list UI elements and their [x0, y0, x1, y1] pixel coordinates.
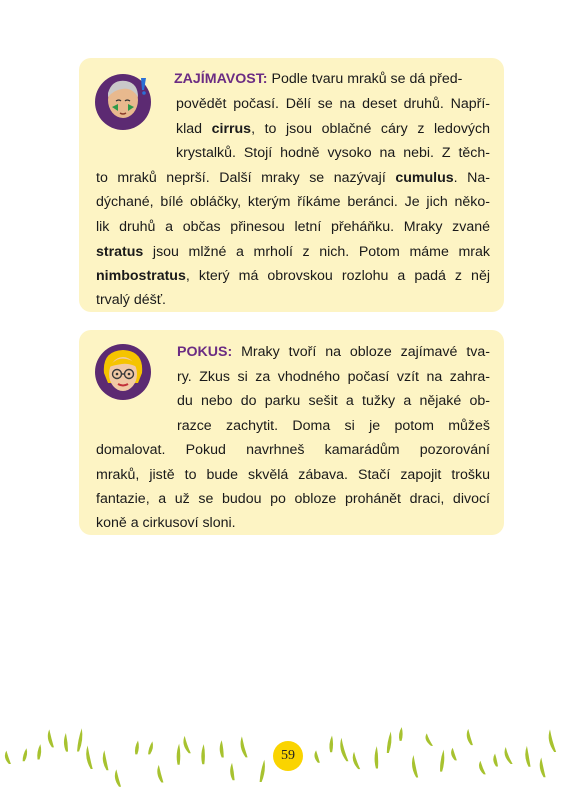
grass-blade [103, 750, 109, 770]
grass-blade [375, 746, 379, 768]
grass-blade [493, 753, 498, 766]
grass-blade [183, 736, 190, 753]
fact-line-1: ZAJÍMAVOST: Podle tvaru mraků se dá před- [174, 71, 463, 87]
fact-heading: ZAJÍMAVOST: [174, 71, 268, 87]
grass-blade [549, 729, 556, 752]
grass-blade [353, 752, 360, 769]
fact-line-5: to mraků neprší. Další mraky se nazývají cumulus. Na- [96, 170, 490, 186]
experiment-line-3: du nebo do parku sešit a tužky a nějaké ob- [177, 393, 490, 409]
grass-blade [177, 744, 181, 765]
grass-blade [5, 751, 11, 764]
experiment-line-8: koně a cirkusoví sloni. [96, 515, 236, 531]
grass-blade [220, 740, 224, 757]
grass-blade [525, 746, 530, 767]
grass-blade [387, 732, 392, 754]
grass-blade [314, 750, 319, 762]
fact-line-7: lik druhů a občas přinesou letní přeháňku. Mraky zvané [96, 219, 490, 235]
grass-blade [467, 729, 473, 745]
grass-blade [451, 748, 457, 761]
fact-line-9: nimbostratus, který má obrovskou rozlohu a padá z něj [96, 268, 490, 284]
fact-line-3: klad cirrus, to jsou oblačné cáry z ledových [176, 121, 490, 137]
grass-blade [64, 733, 68, 752]
grass-blade [135, 741, 139, 755]
grass-blade [115, 769, 121, 786]
experiment-line-6: mraků, jistě to bude skvělá zábava. Stačí zapojit trošku [96, 467, 490, 483]
page-number: 59 [273, 741, 303, 771]
experiment-line-1: POKUS: Mraky tvoří na obloze zajímavé tva- [177, 344, 490, 360]
fact-line-8: stratus jsou mlžné a mrholí z nich. Potom máme mrak [96, 244, 490, 260]
grass-blade [399, 727, 403, 741]
grass-blade [440, 750, 444, 772]
grass-blade [157, 765, 163, 783]
glasses-woman-avatar-icon [94, 343, 152, 401]
grass-blade [77, 728, 82, 751]
grass-blade [340, 738, 348, 761]
grass-blade [504, 747, 512, 764]
grass-blade [412, 755, 418, 777]
experiment-line-2: ry. Zkus si za vhodného počasí vzít na zahra- [177, 369, 490, 385]
grass-blade [241, 736, 248, 757]
thinking-woman-avatar-icon [94, 73, 152, 131]
grass-blade [260, 760, 265, 782]
fact-line-6: dýchané, bílé obláčky, kterým říkáme beránci. Je jich něko- [96, 194, 490, 210]
grass-blade [148, 741, 153, 754]
experiment-line-7: fantazie, a už se budou po obloze prohánět draci, divocí [96, 491, 490, 507]
experiment-heading: POKUS: [177, 344, 233, 360]
grass-blade [479, 761, 486, 775]
grass-blade [23, 748, 27, 761]
grass-blade [540, 758, 546, 778]
grass-blade [86, 746, 93, 769]
grass-blade [230, 763, 234, 780]
grass-blade [48, 729, 54, 747]
fact-line-2: povědět počasí. Dělí se na deset druhů. Napří- [176, 96, 490, 112]
grass-blade [37, 744, 41, 759]
grass-blade [329, 735, 333, 752]
fact-line-10: trvalý déšť. [96, 292, 166, 308]
experiment-line-5: domalovat. Pokud navrhneš kamarádům pozorování [96, 442, 490, 458]
fact-line-4: krystalků. Stojí hodně vysoko na nebi. Z těch- [176, 145, 490, 161]
grass-blade [425, 733, 432, 745]
experiment-line-4: razce zachytit. Doma si je potom můžeš [177, 418, 490, 434]
grass-blade [201, 744, 205, 764]
